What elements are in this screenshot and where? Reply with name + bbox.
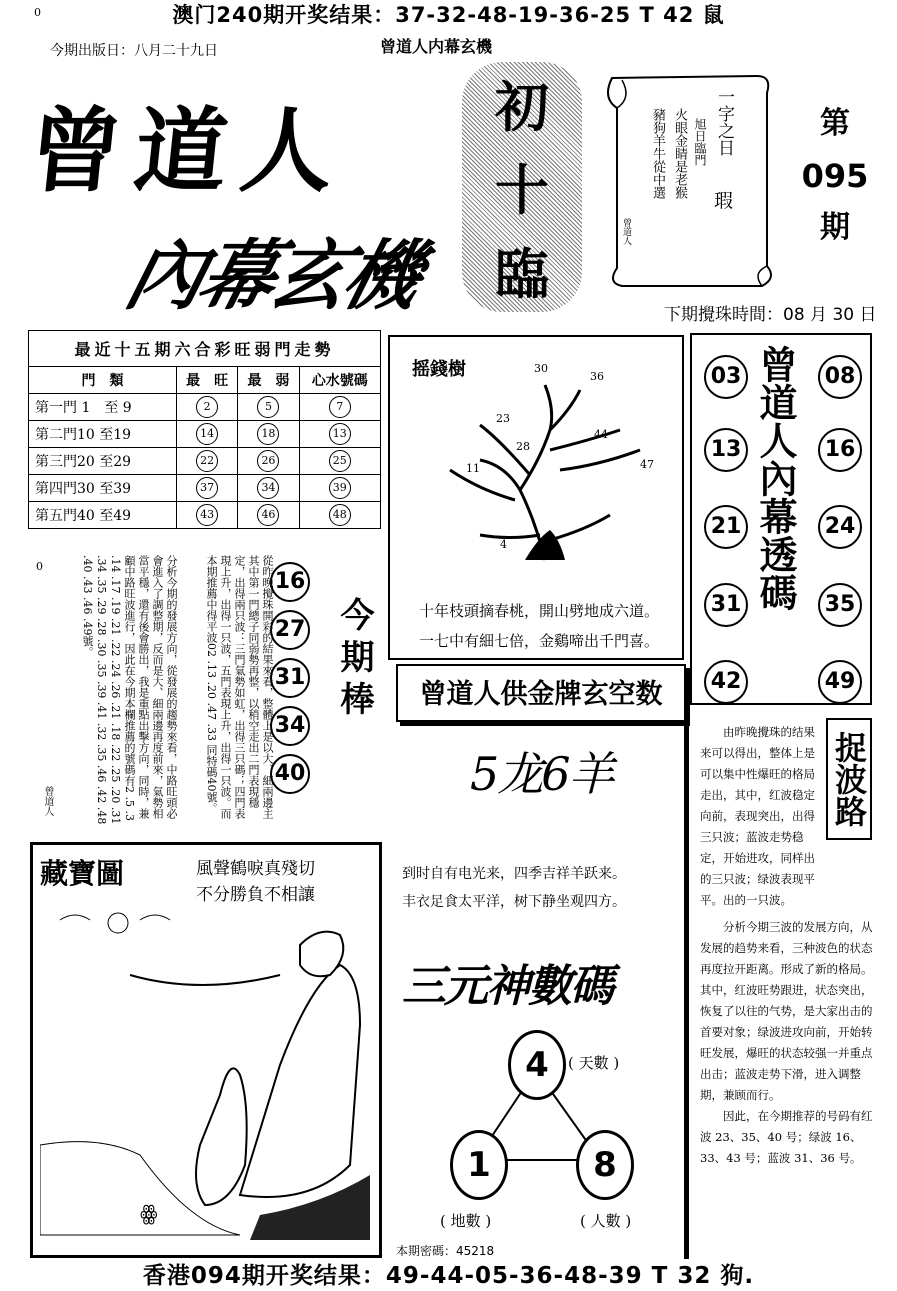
brand-small: 曾道人内幕玄機	[380, 37, 493, 56]
pick-circle: 40	[270, 754, 310, 794]
cold-number: 5	[257, 396, 279, 418]
sanyuan-title: 三元神數碼	[402, 961, 612, 1012]
scroll-line-1: 一字之日	[714, 88, 734, 156]
hot-number: 37	[196, 477, 218, 499]
poem-line: 丰衣足食太平洋，树下静坐观四方。	[402, 894, 626, 910]
number-circle: 21	[704, 505, 748, 549]
divider-bar	[684, 714, 689, 1259]
number-circle: 13	[704, 428, 748, 472]
tree-number: 36	[590, 370, 604, 383]
scroll-line-5: 豬狗羊牛從中選	[650, 108, 665, 199]
tree-number: 30	[534, 362, 548, 375]
table-row	[29, 475, 381, 502]
poem-line: 到时自有电光来，四季吉祥羊跃来。	[402, 866, 626, 882]
calligraphy-char: 初	[495, 75, 549, 140]
logo-main: 曾道人	[23, 97, 353, 205]
human-number: 8	[576, 1130, 634, 1200]
today-picks-label: 今期棒	[334, 597, 374, 723]
tree-number: 4	[500, 538, 507, 551]
hot-number: 22	[196, 450, 218, 472]
tree-illustration	[420, 370, 670, 570]
col-header: 心水號碼	[299, 367, 380, 394]
number-circle: 24	[818, 505, 862, 549]
pick-number: 39	[329, 477, 351, 499]
treasure-illustration	[40, 905, 375, 1250]
cold-number: 18	[257, 423, 279, 445]
pick-circle: 34	[270, 706, 310, 746]
catch-wave-title: 捉波路	[826, 718, 872, 840]
col-header: 門 類	[29, 367, 177, 394]
hint-scroll	[592, 68, 782, 290]
number-circle: 35	[818, 583, 862, 627]
money-tree-poem	[396, 596, 682, 656]
analysis-text-a: 從昨晚攪珠開彩的結果來看，整體上是以大、細兩邊主其中第一門總子同弱勢再整，以稍空走出二門表現穩定，出得兩只波：三門氣勢如虹，出得三只碼；四門表現上升，出得一只波，五門表現上升，出得一只波。而本期推薦中得平波02 .13 .20 .47 .33 同特碼40號。	[205, 555, 274, 819]
hot-number: 14	[196, 423, 218, 445]
table-row	[29, 502, 381, 529]
pick-circle: 31	[270, 658, 310, 698]
cold-number: 26	[257, 450, 279, 472]
poem-line: 十年枝頭摘春桃，開山劈地成六道。	[418, 602, 659, 620]
row-label: 第五門40 至49	[29, 502, 177, 529]
row-label: 第一門 1 至 9	[29, 394, 177, 421]
calligraphy-char: 十	[495, 158, 549, 223]
heaven-label: ( 天數 )	[568, 1054, 620, 1072]
macau-result: 澳门240期开奖结果：37-32-48-19-36-25 T 42 鼠	[172, 3, 725, 27]
today-picks	[270, 562, 310, 794]
table-row	[29, 448, 381, 475]
number-circle: 31	[704, 583, 748, 627]
analysis-sign: 曾道人	[42, 786, 53, 816]
fortune-poem	[402, 860, 686, 916]
scroll-line-4: 火眼金睛是老猴	[672, 108, 687, 199]
calligraphy-block	[462, 62, 582, 312]
tree-number: 11	[466, 462, 480, 475]
secret-code: 本期密碼：45218	[396, 1244, 495, 1258]
cold-number: 34	[257, 477, 279, 499]
wave-paragraph: 分析今期三波的发展方向，从发展的趋势来看，三种波色的状态再度拉开距离。形成了新的格局。其中，红波旺势跟进，状态突出，恢复了以往的气势，是大家出击的首要对象；绿波进攻向前，开始转旺发展，爆旺的状态较强一并重点出击；蓝波走势下滑，进入调整期，兼顾而行。	[700, 920, 873, 1102]
scroll-line-3: 瑕	[714, 190, 734, 212]
col-header: 最 弱	[238, 367, 299, 394]
earth-label: ( 地數 )	[440, 1212, 492, 1230]
number-circle: 03	[704, 355, 748, 399]
symbol-icon: ꙮ	[140, 1201, 158, 1225]
tree-number: 47	[640, 458, 654, 471]
treasure-poem	[196, 856, 315, 908]
pick-circle: 27	[270, 610, 310, 650]
analysis-mark: 0	[36, 560, 43, 573]
leaked-numbers-title: 曾道人內幕透碼	[753, 345, 798, 611]
poem-line: 一七中有細七倍，金鷄啼出千門喜。	[418, 632, 659, 650]
scroll-sign: 曾道人	[621, 218, 631, 245]
pick-circle: 16	[270, 562, 310, 602]
wave-paragraph: 因此，在今期推荐的号码有红波 23、35、40 号；绿波 16、33、43 号；蓝波 31、36 号。	[700, 1109, 873, 1165]
pick-number: 7	[329, 396, 351, 418]
row-label: 第二門10 至19	[29, 421, 177, 448]
issue-number: 095	[801, 157, 869, 195]
gold-code: 5龙6羊	[470, 747, 613, 801]
issue-suffix: 期	[820, 210, 850, 245]
number-circle: 49	[818, 660, 862, 704]
issue-prefix: 第	[820, 106, 850, 141]
trend-table-title: 最近十五期六合彩旺弱門走勢	[29, 331, 381, 367]
gold-title: 曾道人供金牌玄空数	[396, 664, 686, 722]
money-tree-title: 摇錢樹	[412, 359, 466, 380]
next-draw-time: 下期攪珠時間：08 月 30 日	[664, 305, 877, 325]
hot-number: 2	[196, 396, 218, 418]
hot-number: 43	[196, 504, 218, 526]
table-row	[29, 421, 381, 448]
tree-number: 44	[594, 428, 608, 441]
catch-wave-text	[700, 722, 876, 1169]
col-header: 最 旺	[176, 367, 237, 394]
analysis-text-b: 分析今期的發展方向，從發展的趨勢來看，中路旺頭必會進入了調整期，反而是大、細兩邊再度前來，氣勢相當平穩，還有後會勝出，我是重點出擊方向，同時，兼顧中路旺波進行，因此在今期本欄推薦的號碼有2 .5 .3 .14 .17 .19 .21 .22 .24 .26 .21 .18 .22 .25 .20 .31 .34 .35 .29 .28 .30 .35 .39 .41 .32 .35 .46 .42 .48 .40 .43 .46 .49號。	[81, 555, 178, 825]
table-row	[29, 394, 381, 421]
issue-block	[800, 98, 870, 254]
scroll-line-2: 旭日臨門	[693, 118, 707, 166]
number-circle: 08	[818, 355, 862, 399]
hk-result: 香港094期开奖结果：49-44-05-36-48-39 T 32 狗.	[142, 1263, 755, 1289]
pick-number: 13	[329, 423, 351, 445]
poem-line: 不分勝負不相讓	[196, 885, 315, 905]
cold-number: 46	[257, 504, 279, 526]
heaven-number: 4	[508, 1030, 566, 1100]
logo-sub: 內幕玄機	[117, 231, 428, 320]
poem-line: 風聲鶴唳真殘切	[196, 859, 315, 879]
wave-paragraph: 由昨晚攪珠的结果来可以得出，整体上是可以集中性爆旺的格局走出，其中，红波稳定向前，表现突出，出得三只波；蓝波走势稳定，开始进攻，同样出的三只波；绿波表现平平。出的一只波。	[700, 725, 815, 907]
human-label: ( 人數 )	[580, 1212, 632, 1230]
calligraphy-char: 臨	[495, 241, 549, 306]
tree-number: 23	[496, 412, 510, 425]
trend-table	[28, 330, 381, 529]
row-label: 第四門30 至39	[29, 475, 177, 502]
pick-number: 48	[329, 504, 351, 526]
publish-date: 今期出版日：八月二十九日	[50, 43, 218, 59]
tree-number: 28	[516, 440, 530, 453]
treasure-map-title: 藏寶圖	[40, 857, 125, 890]
number-circle: 42	[704, 660, 748, 704]
number-circle: 16	[818, 428, 862, 472]
corner-mark: 0	[34, 6, 41, 19]
row-label: 第三門20 至29	[29, 448, 177, 475]
earth-number: 1	[450, 1130, 508, 1200]
pick-number: 25	[329, 450, 351, 472]
